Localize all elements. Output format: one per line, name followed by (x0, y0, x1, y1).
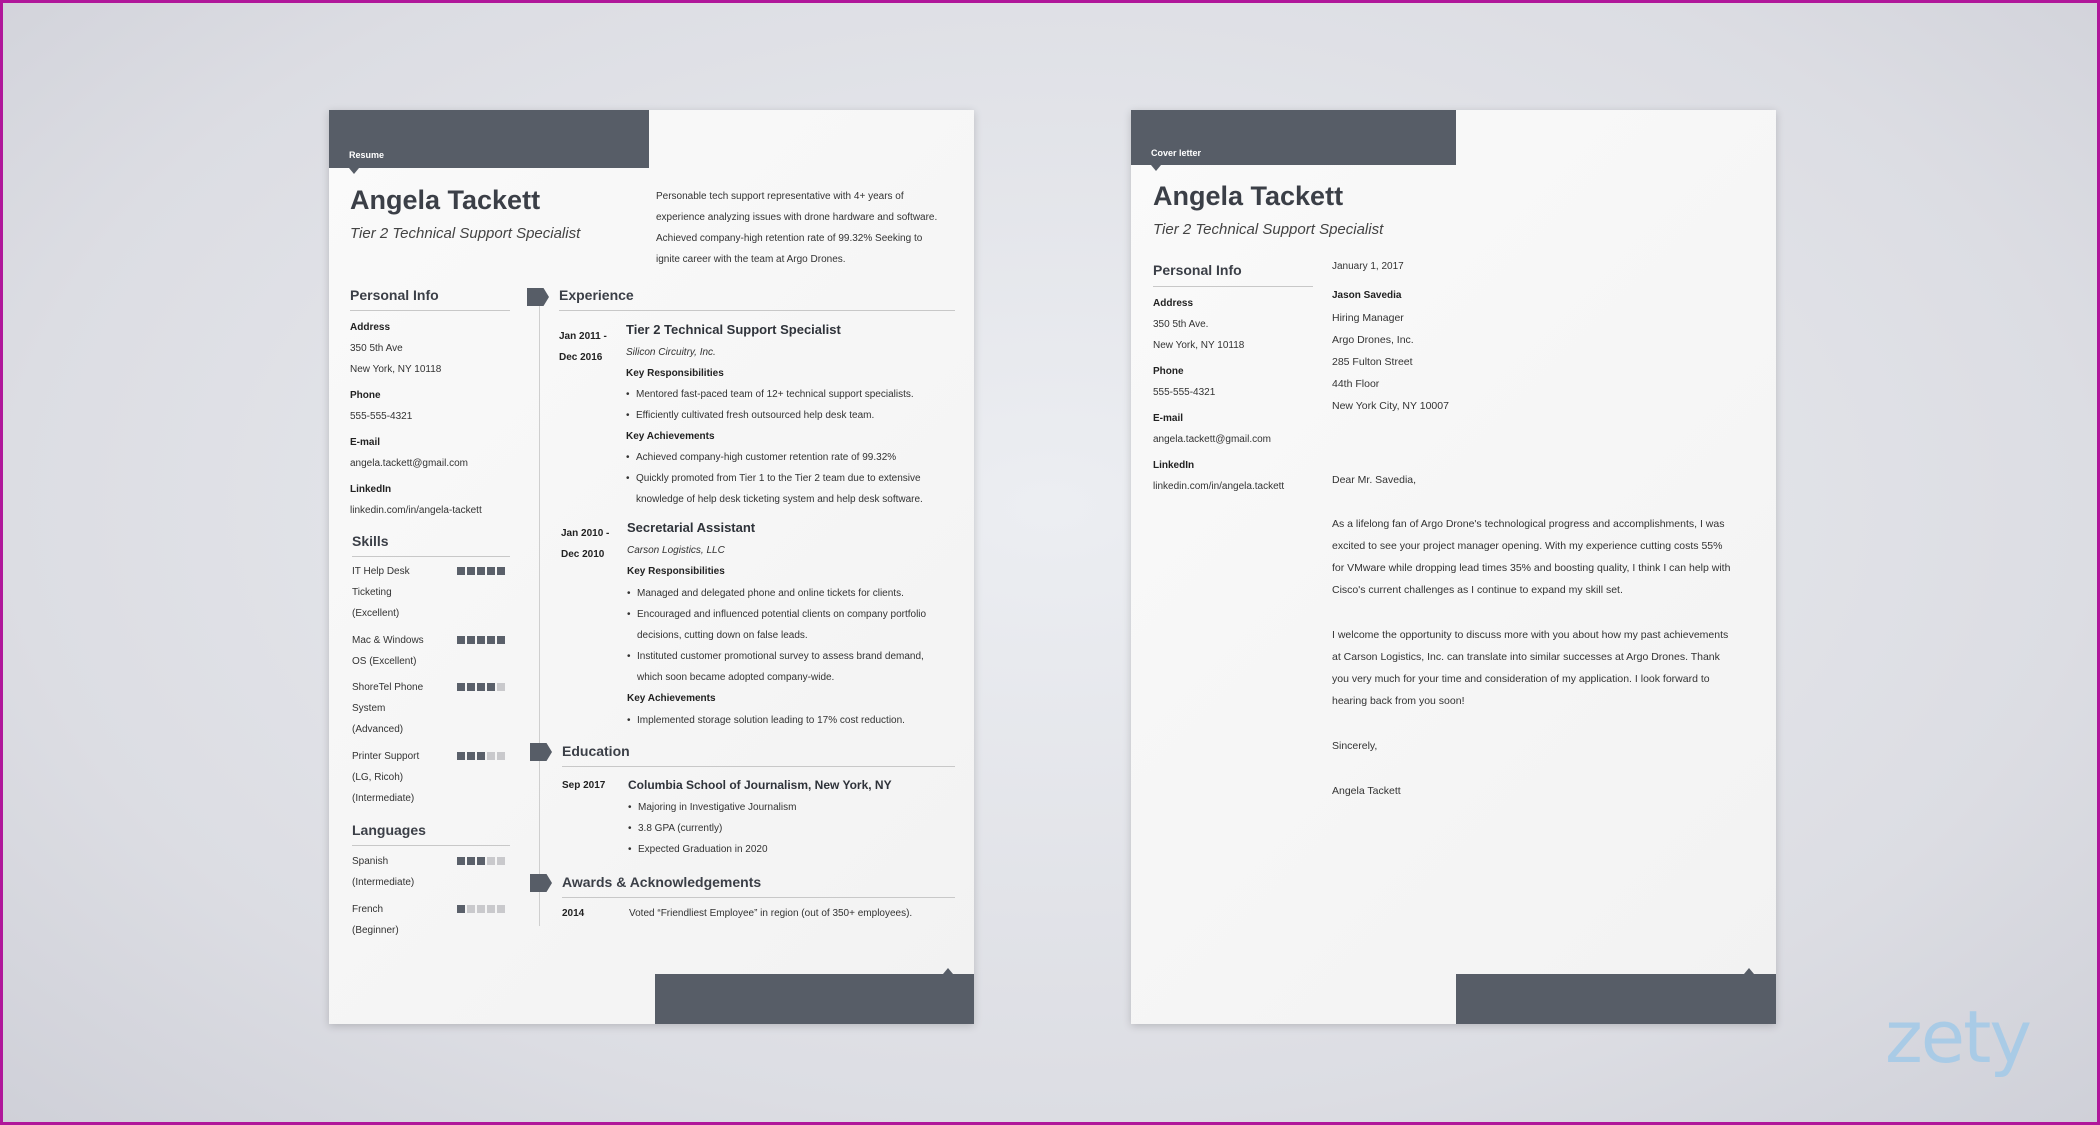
letter-footer-bar (1456, 974, 1776, 1024)
rating-square (467, 752, 475, 760)
award-text: Voted “Friendliest Employee” in region (out of 350+ employees). (629, 908, 913, 919)
list-item: • Achieved company-high customer retention rate of 99.32% (636, 452, 896, 463)
list-item: • Encouraged and influenced potential clients on company portfolio (637, 609, 926, 620)
list-item: • Efficiently cultivated fresh outsourced help desk team. (636, 410, 874, 421)
letter-date: January 1, 2017 (1332, 261, 1404, 272)
list-item-cont: which soon became adopted company-wide. (637, 672, 835, 683)
rating-square (457, 905, 465, 913)
job-title: Secretarial Assistant (627, 520, 756, 535)
paragraph-2: I welcome the opportunity to discuss more with you about how my past achievements at Carson Logistics, Inc. can translate into similar successes at Argo Drones. Thank you very much for your time and consideration of my application. I look forward to hearing back from you soon! (1332, 629, 1729, 707)
letter-header-bar (1131, 110, 1456, 165)
divider (352, 845, 510, 846)
rating-square (467, 636, 475, 644)
languages-heading: Languages (352, 822, 426, 838)
rating-square (467, 905, 475, 913)
job-title: Tier 2 Technical Support Specialist (626, 322, 841, 337)
skill-level-bar (457, 636, 505, 644)
divider (350, 310, 510, 311)
rating-square (487, 752, 495, 760)
rating-square (467, 683, 475, 691)
skill-item: ShoreTel Phone System (Advanced) (352, 682, 424, 735)
letter-title: Tier 2 Technical Support Specialist (1153, 221, 1384, 238)
rating-square (457, 683, 465, 691)
skill-item: Mac & Windows OS (Excellent) (352, 635, 424, 667)
skill-level-bar (457, 752, 505, 760)
school-name: Columbia School of Journalism, New York, NY (628, 778, 892, 792)
linkedin-label: LinkedIn (1153, 460, 1195, 471)
skills-heading: Skills (352, 533, 389, 549)
email-label: E-mail (350, 437, 381, 448)
skill-item: IT Help Desk Ticketing (Excellent) (352, 566, 410, 619)
job-dates: Jan 2010 - Dec 2010 (561, 528, 610, 560)
responsibilities-label: Key Responsibilities (626, 368, 724, 379)
personal-info-heading: Personal Info (350, 287, 439, 303)
phone-value: 555-555-4321 (1153, 387, 1216, 398)
footer-pointer (943, 968, 953, 974)
divider (559, 310, 955, 311)
rating-square (457, 567, 465, 575)
rating-square (477, 857, 485, 865)
section-flag-icon (527, 288, 549, 306)
language-level-bar (457, 857, 505, 865)
email-label: E-mail (1153, 413, 1184, 424)
resume-page (329, 110, 974, 1024)
resume-header-bar (329, 110, 649, 168)
list-item: • Expected Graduation in 2020 (638, 844, 768, 855)
skill-level-bar (457, 567, 505, 575)
resume-tag: Resume (349, 150, 385, 160)
recipient-name: Jason Savedia (1332, 290, 1402, 301)
list-item-cont: knowledge of help desk ticketing system and help desk software. (636, 494, 923, 505)
linkedin-value: linkedin.com/in/angela.tackett (1153, 481, 1285, 492)
header-pointer (1151, 165, 1161, 171)
rating-square (497, 567, 505, 575)
address-line1: 350 5th Ave (350, 343, 403, 354)
personal-info-heading: Personal Info (1153, 262, 1242, 278)
list-item: • Managed and delegated phone and online tickets for clients. (637, 588, 904, 599)
resume-title: Tier 2 Technical Support Specialist (350, 225, 581, 242)
rating-square (477, 752, 485, 760)
responsibilities-label: Key Responsibilities (627, 566, 725, 577)
experience-heading: Experience (559, 287, 634, 303)
section-flag-icon (530, 874, 552, 892)
award-date: 2014 (562, 908, 585, 919)
rating-square (457, 636, 465, 644)
email-value: angela.tackett@gmail.com (1153, 434, 1271, 445)
address-line2: New York, NY 10118 (350, 364, 442, 375)
skill-level-bar (457, 683, 505, 691)
divider (352, 556, 510, 557)
education-date: Sep 2017 (562, 780, 606, 791)
rating-square (497, 905, 505, 913)
header-pointer (349, 168, 359, 174)
list-item: • Quickly promoted from Tier 1 to the Tier 2 team due to extensive (636, 473, 921, 484)
closing: Sincerely, (1332, 740, 1378, 752)
list-item: • Mentored fast-paced team of 12+ technical support specialists. (636, 389, 914, 400)
job-company: Silicon Circuitry, Inc. (626, 347, 716, 358)
resume-name: Angela Tackett (350, 185, 541, 215)
email-value: angela.tackett@gmail.com (350, 458, 468, 469)
letter-name: Angela Tackett (1153, 181, 1344, 211)
phone-label: Phone (350, 390, 381, 401)
list-item-cont: decisions, cutting down on false leads. (637, 630, 808, 641)
list-item: • Majoring in Investigative Journalism (638, 802, 796, 813)
zety-logo: zety (1885, 995, 2030, 1079)
job-dates: Jan 2011 - Dec 2016 (559, 331, 607, 363)
signature: Angela Tackett (1332, 785, 1401, 797)
divider (562, 897, 955, 898)
footer-pointer (1744, 968, 1754, 974)
education-heading: Education (562, 743, 630, 759)
skill-item: Printer Support (LG, Ricoh) (Intermediate) (352, 751, 420, 804)
rating-square (467, 567, 475, 575)
phone-label: Phone (1153, 366, 1184, 377)
linkedin-label: LinkedIn (350, 484, 392, 495)
rating-square (487, 567, 495, 575)
salutation: Dear Mr. Savedia, (1332, 474, 1417, 486)
rating-square (497, 683, 505, 691)
address-line2: New York, NY 10118 (1153, 340, 1245, 351)
linkedin-value: linkedin.com/in/angela-tackett (350, 505, 482, 516)
rating-square (487, 857, 495, 865)
divider (1153, 286, 1313, 287)
list-item: • Instituted customer promotional survey to assess brand demand, (637, 651, 924, 662)
rating-square (487, 905, 495, 913)
section-flag-icon (530, 743, 552, 761)
timeline-line (539, 306, 540, 926)
list-item: • Implemented storage solution leading to 17% cost reduction. (637, 715, 905, 726)
address-label: Address (1153, 298, 1194, 309)
rating-square (487, 683, 495, 691)
cover-letter-page (1131, 110, 1776, 1024)
rating-square (477, 567, 485, 575)
paragraph-1: As a lifelong fan of Argo Drone's technological progress and accomplishments, I was excited to see your project manager opening. With my experience cutting costs 55% for VMware while dropping lead times 35% and boosting quality, I think I can help with Cisco's current challenges as I continue to expand my skill set. (1332, 518, 1731, 596)
achievements-label: Key Achievements (626, 431, 715, 442)
rating-square (497, 752, 505, 760)
rating-square (477, 905, 485, 913)
letter-tag: Cover letter (1151, 148, 1202, 158)
address-label: Address (350, 322, 391, 333)
recipient-address: Hiring Manager Argo Drones, Inc. 285 Fulton Street 44th Floor New York City, NY 10007 (1332, 312, 1449, 412)
job-company: Carson Logistics, LLC (627, 545, 725, 556)
language-item: French (Beginner) (352, 904, 399, 936)
rating-square (477, 636, 485, 644)
rating-square (497, 636, 505, 644)
rating-square (487, 636, 495, 644)
list-item: • 3.8 GPA (currently) (638, 823, 722, 834)
language-item: Spanish (Intermediate) (352, 856, 415, 888)
awards-heading: Awards & Acknowledgements (562, 874, 762, 890)
achievements-label: Key Achievements (627, 693, 716, 704)
address-line1: 350 5th Ave. (1153, 319, 1209, 330)
divider (562, 766, 955, 767)
language-level-bar (457, 905, 505, 913)
summary: Personable tech support representative with 4+ years of experience analyzing issues with drone hardware and software. Achieved company-high retention rate of 99.32% Seeking to ignite career with the team at Argo Drones. (656, 191, 938, 265)
rating-square (467, 857, 475, 865)
rating-square (477, 683, 485, 691)
resume-footer-bar (655, 974, 974, 1024)
phone-value: 555-555-4321 (350, 411, 413, 422)
rating-square (457, 857, 465, 865)
rating-square (457, 752, 465, 760)
rating-square (497, 857, 505, 865)
